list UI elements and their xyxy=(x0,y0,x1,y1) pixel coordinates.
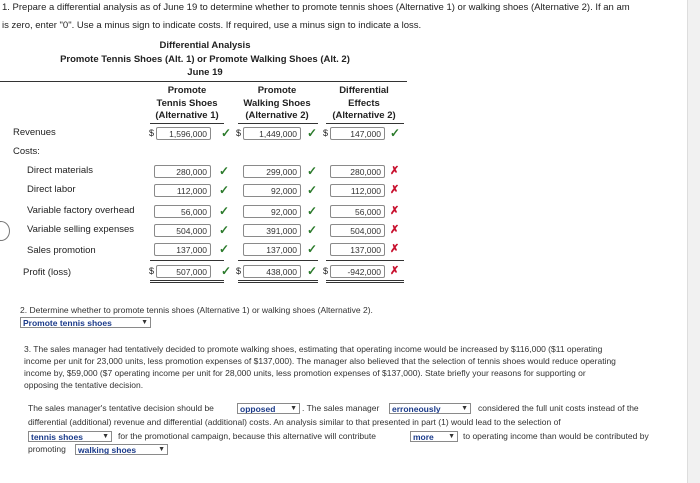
check-icon: ✓ xyxy=(221,126,232,140)
q2-text: 2. Determine whether to promote tennis shoes (Alternative 1) or walking shoes (Alternative 2). xyxy=(20,305,373,315)
chevron-down-icon: ▼ xyxy=(290,405,297,412)
col3-rule xyxy=(326,123,404,124)
row-label-revenues: Revenues xyxy=(13,127,56,138)
check-icon: ✓ xyxy=(221,264,232,278)
promotion-alt1-input[interactable]: 137,000 xyxy=(154,243,211,256)
profit-double-rule-2b xyxy=(238,282,318,283)
profit-alt1-input[interactable]: 507,000 xyxy=(156,265,211,278)
check-icon: ✓ xyxy=(219,164,230,178)
instructions-line-1: 1. Prepare a differential analysis as of June 19 to determine whether to promote tennis shoes (Alternative 1) or walking shoes (Alternative 2). If an am xyxy=(2,2,630,13)
revenues-diff-input[interactable]: 147,000 xyxy=(330,127,385,140)
instructions-line-2: is zero, enter "0". Use a minus sign to indicate costs. If required, use a minus sign to indicate a loss. xyxy=(2,20,422,31)
check-icon: ✓ xyxy=(307,204,318,218)
cross-icon: ✗ xyxy=(390,205,400,217)
row-label-profit: Profit (loss) xyxy=(23,267,72,278)
cross-icon: ✗ xyxy=(390,165,400,177)
check-icon: ✓ xyxy=(219,242,230,256)
chevron-down-icon: ▼ xyxy=(461,405,468,412)
selling-alt2-input[interactable]: 391,000 xyxy=(243,224,301,237)
profit-rule-3 xyxy=(326,260,404,261)
materials-alt2-input[interactable]: 299,000 xyxy=(243,165,301,178)
row-label-promotion: Sales promotion xyxy=(27,245,96,256)
selling-alt1-input[interactable]: 504,000 xyxy=(154,224,211,237)
check-icon: ✓ xyxy=(307,183,318,197)
row-label-materials: Direct materials xyxy=(27,165,93,176)
check-icon: ✓ xyxy=(307,242,318,256)
overhead-alt1-input[interactable]: 56,000 xyxy=(154,205,211,218)
check-icon: ✓ xyxy=(307,223,318,237)
manner-select[interactable]: erroneously ▼ xyxy=(389,403,471,414)
selection-select[interactable]: tennis shoes ▼ xyxy=(28,431,112,442)
contribution-select[interactable]: more ▼ xyxy=(410,431,458,442)
alternative-select[interactable]: walking shoes ▼ xyxy=(75,444,168,455)
profit-double-rule-1b xyxy=(150,282,224,283)
analysis-title: Differential Analysis xyxy=(159,40,251,51)
q3-line-3: income by, $59,000 ($7 operating income per unit for 28,000 units, less promotion expenses of $137,000). State briefly your reasons for supporting or xyxy=(24,368,586,378)
dollar-sign: $ xyxy=(236,128,242,138)
cross-icon: ✗ xyxy=(390,224,400,236)
answer-text-3: considered the full unit costs instead of the xyxy=(478,403,639,413)
answer-text-4: differential (additional) revenue and differential (additional) costs. An analysis similar to that presented in part (1) would lead to the selection of xyxy=(28,417,561,427)
promotion-alt2-input[interactable]: 137,000 xyxy=(243,243,301,256)
side-radio-control[interactable] xyxy=(0,221,10,241)
analysis-date: June 19 xyxy=(187,67,223,78)
cross-icon: ✗ xyxy=(390,243,400,255)
col-header-alt1: Promote Tennis Shoes (Alternative 1) xyxy=(155,85,219,121)
row-label-selling: Variable selling expenses xyxy=(27,224,135,235)
dollar-sign: $ xyxy=(323,128,329,138)
chevron-down-icon: ▼ xyxy=(102,433,109,440)
cross-icon: ✗ xyxy=(390,184,400,196)
answer-text-7: promoting xyxy=(28,444,66,454)
materials-diff-input[interactable]: 280,000 xyxy=(330,165,385,178)
materials-alt1-input[interactable]: 280,000 xyxy=(154,165,211,178)
row-label-costs: Costs: xyxy=(13,146,40,157)
profit-double-rule-3 xyxy=(326,280,404,281)
profit-diff-input[interactable]: -942,000 xyxy=(330,265,385,278)
answer-text-2: . The sales manager xyxy=(302,403,380,413)
check-icon: ✓ xyxy=(307,164,318,178)
answer-text-5: for the promotional campaign, because this alternative will contribute xyxy=(118,431,376,441)
revenues-alt1-input[interactable]: 1,596,000 xyxy=(156,127,211,140)
profit-alt2-input[interactable]: 438,000 xyxy=(243,265,301,278)
overhead-diff-input[interactable]: 56,000 xyxy=(330,205,385,218)
row-label-overhead: Variable factory overhead xyxy=(27,205,135,216)
answer-text-6: to operating income than would be contributed by xyxy=(463,431,649,441)
profit-rule-2 xyxy=(238,260,318,261)
check-icon: ✓ xyxy=(390,126,401,140)
selling-diff-input[interactable]: 504,000 xyxy=(330,224,385,237)
profit-rule-1 xyxy=(150,260,224,261)
answer-text-1: The sales manager's tentative decision should be xyxy=(28,403,214,413)
dollar-sign: $ xyxy=(149,266,155,276)
q3-line-1: 3. The sales manager had tentatively decided to promote walking shoes, estimating that operating income would be increased by $116,000 ($11 operating xyxy=(24,344,603,354)
labor-alt1-input[interactable]: 112,000 xyxy=(154,184,211,197)
chevron-down-icon: ▼ xyxy=(448,433,455,440)
check-icon: ✓ xyxy=(219,204,230,218)
q3-line-4: opposing the tentative decision. xyxy=(24,380,144,390)
col-header-alt2: Promote Walking Shoes (Alternative 2) xyxy=(243,85,311,121)
q2-answer-select[interactable]: Promote tennis shoes ▼ xyxy=(20,317,151,328)
decision-select[interactable]: opposed ▼ xyxy=(237,403,300,414)
chevron-down-icon: ▼ xyxy=(141,319,148,326)
labor-diff-input[interactable]: 112,000 xyxy=(330,184,385,197)
row-label-labor: Direct labor xyxy=(27,184,76,195)
check-icon: ✓ xyxy=(307,264,318,278)
dollar-sign: $ xyxy=(149,128,155,138)
vertical-scrollbar[interactable] xyxy=(687,0,700,483)
revenues-alt2-input[interactable]: 1,449,000 xyxy=(243,127,301,140)
promotion-diff-input[interactable]: 137,000 xyxy=(330,243,385,256)
labor-alt2-input[interactable]: 92,000 xyxy=(243,184,301,197)
col1-rule xyxy=(150,123,224,124)
cross-icon: ✗ xyxy=(390,265,400,277)
overhead-alt2-input[interactable]: 92,000 xyxy=(243,205,301,218)
check-icon: ✓ xyxy=(219,183,230,197)
dollar-sign: $ xyxy=(323,266,329,276)
col-header-diff: Differential Effects (Alternative 2) xyxy=(332,85,396,121)
chevron-down-icon: ▼ xyxy=(158,446,165,453)
analysis-subtitle: Promote Tennis Shoes (Alt. 1) or Promote Walking Shoes (Alt. 2) xyxy=(60,54,350,65)
col2-rule xyxy=(238,123,318,124)
dollar-sign: $ xyxy=(236,266,242,276)
check-icon: ✓ xyxy=(219,223,230,237)
header-rule xyxy=(0,81,407,82)
profit-double-rule-1 xyxy=(150,280,224,281)
profit-double-rule-2 xyxy=(238,280,318,281)
profit-double-rule-3b xyxy=(326,282,404,283)
q3-line-2: income per unit for 23,000 units, less promotion expenses of $137,000). The manager also believed that the selection of tennis shoes would reduce operating xyxy=(24,356,616,366)
check-icon: ✓ xyxy=(307,126,318,140)
